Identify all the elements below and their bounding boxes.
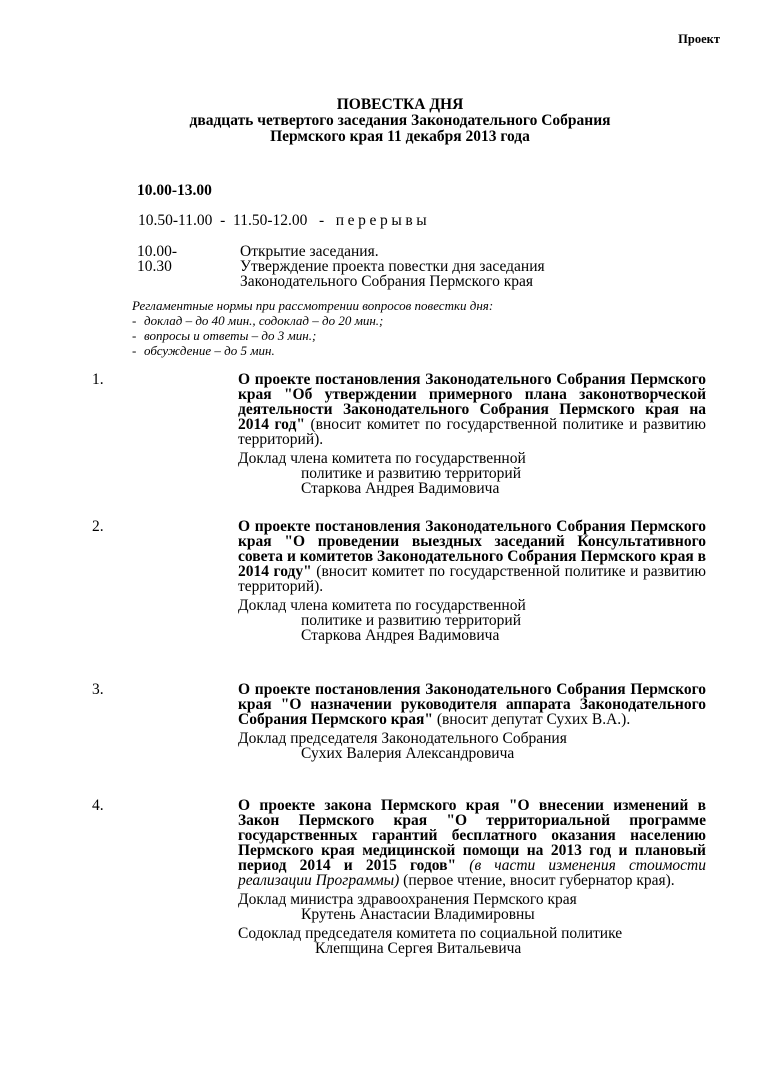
item-initiator: (вносит депутат Сухих В.А.). [433,711,631,728]
break-dash-2: - [307,212,336,229]
opening-line: Открытие заседания. [240,243,379,260]
item-report: Доклад председателя Законодательного Собрания Сухих Валерия Александровича [238,730,567,762]
opening-line: Утверждение проекта повестки дня заседания [240,258,545,275]
regulation-norms [132,298,493,358]
item-initiator: (вносит комитет по государственной политике и развитию территорий). [238,563,707,595]
item-body [238,682,706,761]
project-stamp: Проект [678,32,720,46]
page-subtitle-line2: Пермского края 11 декабря 2013 года [270,128,530,145]
page-title: ПОВЕСТКА ДНЯ [336,96,464,113]
opening-line: Законодательного Собрания Пермского края [240,273,534,290]
item-number: 1. [92,371,104,388]
item-number: 3. [92,681,104,698]
breaks-label: перерывы [335,212,431,229]
opening-time: 10.00-10.30 [137,243,178,275]
break-time-2: 11.50-12.00 [233,212,308,229]
break-time-1: 10.50-11.00 [138,212,213,229]
norms-item: - обсуждение – до 5 мин. [132,343,275,358]
norms-title: Регламентные нормы при рассмотрении вопросов повестки дня: [132,298,494,313]
item-body [238,372,706,496]
item-coreport: Содоклад председателя комитета по социальной политике Клепщина Сергея Витальевича [238,925,623,957]
session-time: 10.00-13.00 [137,182,212,199]
item-title: О проекте постановления Законодательного Собрания Пермского края "О назначении руководителя аппарата Законодательного Собрания Пермского края" [238,681,706,728]
item-note: (в части изменения стоимости реализации Программы) [238,857,706,889]
item-number: 4. [92,797,104,814]
page-subtitle-line1: двадцать четвертого заседания Законодательного Собрания [189,112,611,129]
opening-text [240,244,640,289]
item-report: Доклад члена комитета по государственной политике и развитию территорий Старкова Андрея Вадимовича [238,597,526,644]
breaks-row [138,213,430,228]
item-number: 2. [92,518,104,535]
item-report: Доклад министра здравоохранения Пермского края Крутень Анастасии Владимировны [238,891,577,923]
norms-item: - вопросы и ответы – до 3 мин.; [132,328,317,343]
break-dash-1: - [212,212,234,229]
item-body [238,519,706,643]
item-title: О проекте постановления Законодательного Собрания Пермского края "Об утверждении примерного плана законотворческой деятельности Законодательного Собрания Пермского края на 2014 год" [238,371,706,433]
item-body [238,798,706,956]
item-initiator: (первое чтение, вносит губернатор края). [399,872,675,889]
item-title: О проекте закона Пермского края "О внесении изменений в Закон Пермского края "О территориальной программе государственных гарантий бесплатного оказания населению Пермского края медицинской помощи на 2013 год и плановый период 2014 и 2015 годов" [238,797,706,874]
norms-item: - доклад – до 40 мин., содоклад – до 20 мин.; [132,313,384,328]
item-initiator: (вносит комитет по государственной политике и развитию территорий). [238,416,707,448]
item-report: Доклад члена комитета по государственной политике и развитию территорий Старкова Андрея Вадимовича [238,450,526,497]
item-title: О проекте постановления Законодательного Собрания Пермского края "О проведении выездных заседаний Консультативного совета и комитетов Законодательного Собрания Пермского края в 2014 году" [238,518,706,580]
